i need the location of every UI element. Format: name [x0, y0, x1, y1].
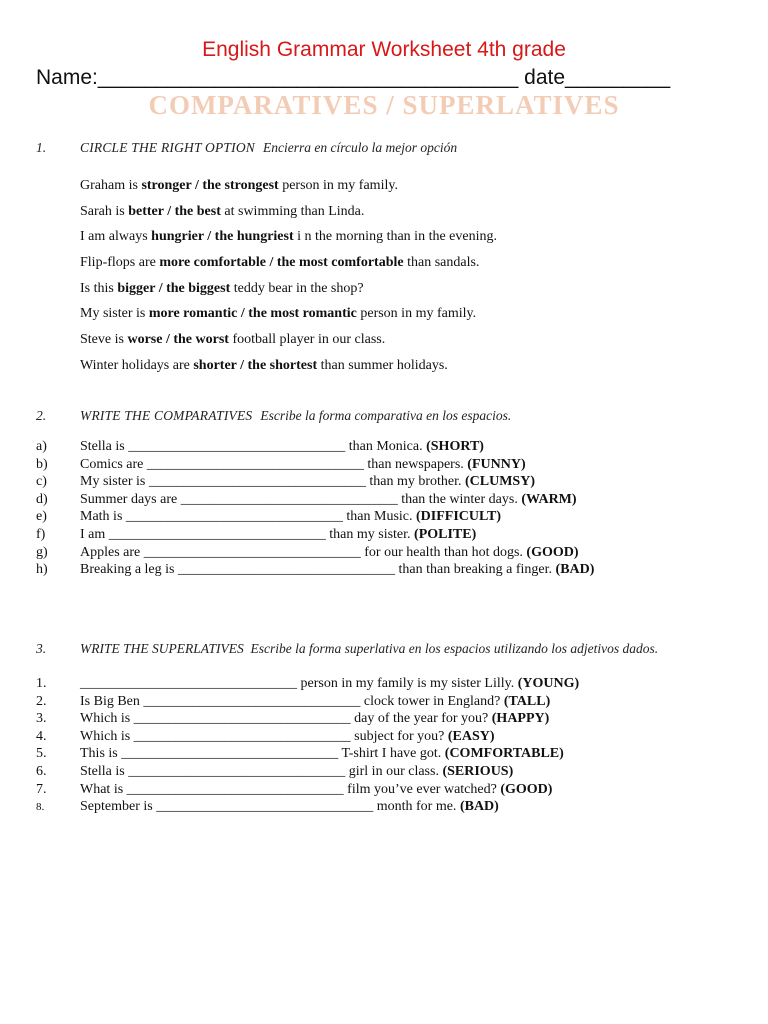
comparative-item: g) Apples are _______________________________ for our health than hot dogs. (GOOD): [36, 544, 579, 560]
choice-options[interactable]: more comfortable / the most comfortable: [159, 255, 404, 271]
section3-items: [36, 675, 736, 816]
topic-banner: COMPARATIVES / SUPERLATIVES: [148, 90, 620, 120]
answer-blank[interactable]: _______________________________: [80, 676, 297, 691]
section1-sentences: [80, 173, 740, 379]
answer-blank[interactable]: _______________________________: [177, 562, 395, 578]
choice-sentence: Graham is stronger / the strongest person in my family.: [80, 178, 398, 193]
answer-blank[interactable]: _______________________________: [156, 799, 374, 815]
section2-instruction: [36, 408, 511, 424]
superlative-item: 7. What is _______________________________ film you’ve ever watched? (GOOD): [36, 781, 553, 797]
section2-instruction-es: Escribe la forma comparativa en los espacios.: [260, 408, 512, 423]
choice-options[interactable]: bigger / the biggest: [117, 280, 231, 296]
comparative-item: c) My sister is _______________________________ than my brother. (CLUMSY): [36, 474, 535, 490]
choice-options[interactable]: more romantic / the most romantic: [148, 306, 357, 322]
section3-instruction-en: WRITE THE SUPERLATIVES: [80, 641, 244, 656]
choice-options[interactable]: better / the best: [128, 203, 221, 219]
choice-sentence: I am always hungrier / the hungriest i n the morning than in the evening.: [80, 229, 497, 245]
choice-options[interactable]: hungrier / the hungriest: [151, 229, 294, 245]
section2-number: 2.: [36, 408, 47, 423]
answer-blank[interactable]: _______________________________: [125, 509, 343, 525]
answer-blank[interactable]: _______________________________: [133, 711, 351, 727]
superlative-item: 5. This is _______________________________ T-shirt I have got. (COMFORTABLE): [36, 746, 564, 762]
comparative-item: e) Math is _______________________________ than Music. (DIFFICULT): [36, 509, 502, 525]
section1-instruction-es: Encierra en círculo la mejor opción: [263, 140, 458, 155]
answer-blank[interactable]: _______________________________: [121, 746, 339, 762]
comparative-item: f) I am _______________________________ than my sister. (POLITE): [36, 526, 477, 542]
answer-blank[interactable]: _______________________________: [180, 491, 398, 507]
answer-blank[interactable]: _______________________________: [126, 781, 344, 797]
choice-sentence: Sarah is better / the best at swimming than Linda.: [80, 203, 365, 219]
section2-items: [36, 438, 736, 579]
section3-instruction-es: Escribe la forma superlativa en los espacios utilizando los adjetivos dados.: [250, 641, 659, 656]
superlative-item: 4. Which is _______________________________ subject for you? (EASY): [36, 728, 495, 744]
choice-sentence: Steve is worse / the worst football player in our class.: [80, 332, 386, 348]
section1-instruction: [36, 140, 457, 156]
name-date-line: Name:____________________________________ date_________: [36, 66, 671, 89]
superlative-item: 6. Stella is _______________________________ girl in our class. (SERIOUS): [36, 763, 514, 779]
answer-blank[interactable]: _______________________________: [146, 456, 364, 472]
superlative-item: 1. _______________________________ person in my family is my sister Lilly. (YOUNG): [36, 676, 580, 691]
answer-blank[interactable]: _______________________________: [128, 439, 346, 454]
answer-blank[interactable]: _______________________________: [143, 693, 361, 709]
answer-blank[interactable]: _______________________________: [128, 763, 346, 779]
comparative-item: d) Summer days are _______________________________ than the winter days. (WARM): [36, 491, 577, 507]
worksheet-title: English Grammar Worksheet 4th grade: [202, 38, 566, 61]
choice-sentence: Flip-flops are more comfortable / the most comfortable than sandals.: [80, 255, 480, 271]
choice-options[interactable]: shorter / the shortest: [193, 357, 318, 373]
superlative-item: 8. September is _______________________________ month for me. (BAD): [36, 799, 499, 815]
choice-options[interactable]: worse / the worst: [127, 332, 229, 348]
superlative-item: 3. Which is _______________________________ day of the year for you? (HAPPY): [36, 711, 550, 727]
comparative-item: h) Breaking a leg is _______________________________ than than breaking a finger. (BAD): [36, 562, 595, 578]
superlative-item: 2. Is Big Ben _______________________________ clock tower in England? (TALL): [36, 693, 551, 709]
section2-instruction-en: WRITE THE COMPARATIVES: [80, 408, 253, 423]
choice-sentence: My sister is more romantic / the most romantic person in my family.: [80, 306, 477, 322]
section3-instruction: [36, 640, 726, 657]
section1-number: 1.: [36, 140, 47, 155]
choice-sentence: Is this bigger / the biggest teddy bear in the shop?: [80, 280, 364, 296]
section1-instruction-en: CIRCLE THE RIGHT OPTION: [80, 140, 255, 155]
choice-options[interactable]: stronger / the strongest: [141, 178, 279, 193]
answer-blank[interactable]: _______________________________: [148, 474, 366, 490]
comparative-item: a) Stella is _______________________________ than Monica. (SHORT): [36, 439, 484, 454]
section3-number: 3.: [36, 641, 47, 656]
answer-blank[interactable]: _______________________________: [143, 544, 361, 560]
choice-sentence: Winter holidays are shorter / the shortest than summer holidays.: [80, 357, 448, 373]
answer-blank[interactable]: _______________________________: [133, 728, 351, 744]
answer-blank[interactable]: _______________________________: [108, 526, 326, 542]
comparative-item: b) Comics are _______________________________ than newspapers. (FUNNY): [36, 456, 526, 472]
